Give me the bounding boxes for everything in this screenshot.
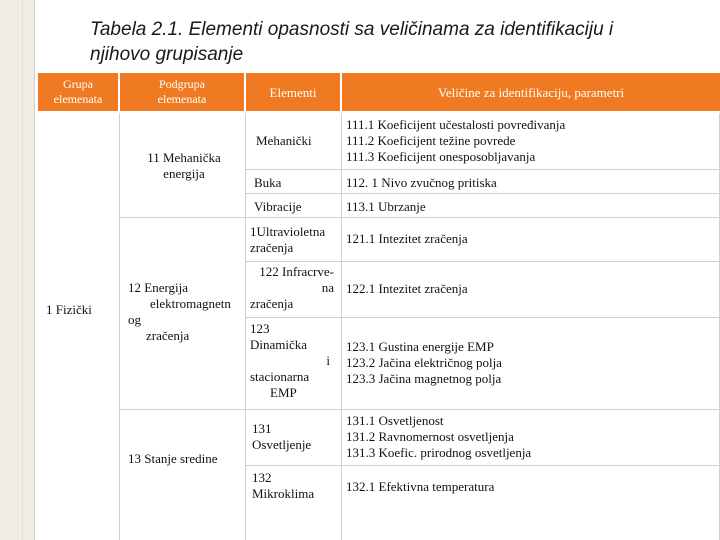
- grid-line: [246, 261, 720, 262]
- params-vibracije: 113.1 Ubrzanje: [346, 199, 426, 214]
- sidebar-stripe: [22, 0, 23, 540]
- params-uv: 121.1 Intezitet zračenja: [346, 231, 468, 246]
- element-uv: 1Ultravioletna zračenja: [250, 224, 326, 255]
- page-title: [90, 17, 710, 67]
- params-osvetljenje: 131.1 Osvetljenost 131.2 Ravnomernost osvetljenja 131.3 Koefic. prirodnog osvetljenja: [346, 413, 532, 460]
- params-mikroklima: 132.1 Efektivna temperatura: [346, 479, 495, 494]
- header-subgroup: Podgrupa elemenata: [120, 73, 244, 111]
- subgroup-12: 12 Energija elektromagnetn og zračenja: [128, 280, 231, 343]
- grid-line: [246, 193, 720, 194]
- grid-line: [246, 169, 720, 170]
- grid-line: [341, 113, 342, 540]
- params-mehanicki: 111.1 Koeficijent učestalosti povređivanja 111.2 Koeficijent težine povrede 111.3 Koeficijent onesposobljavanja: [346, 117, 566, 164]
- element-buka: Buka: [254, 175, 282, 190]
- element-osvetljenje: 131 Osvetljenje: [252, 421, 312, 452]
- element-ir: 122 Infracrve- na zračenja: [250, 264, 334, 311]
- title-line-1: Tabela 2.1. Elementi opasnosti sa veličinama za identifikaciju i: [90, 19, 614, 40]
- slide-sidebar-decoration: [0, 0, 35, 540]
- params-emp: 123.1 Gustina energije EMP 123.2 Jačina električnog polja 123.3 Jačina magnetnog polja: [346, 339, 502, 386]
- hazard-elements-table: [38, 73, 720, 540]
- element-emp: 123 Dinamička i stacionarna EMP: [250, 321, 330, 400]
- header-elements: Elementi: [246, 73, 340, 111]
- grid-line: [119, 113, 120, 540]
- header-group: Grupa elemenata: [38, 73, 118, 111]
- subgroup-11: 11 Mehanička energija: [147, 150, 221, 181]
- title-line-2: njihovo grupisanje: [90, 44, 244, 65]
- element-mikroklima: 132 Mikroklima: [252, 470, 315, 501]
- element-mehanicki: Mehanički: [256, 133, 312, 148]
- subgroup-13: 13 Stanje sredine: [128, 451, 218, 466]
- grid-line: [246, 317, 720, 318]
- params-ir: 122.1 Intezitet zračenja: [346, 281, 468, 296]
- header-parameters: Veličine za identifikaciju, parametri: [342, 73, 720, 111]
- params-buka: 112. 1 Nivo zvučnog pritiska: [346, 175, 497, 190]
- grid-line: [245, 113, 246, 540]
- element-vibracije: Vibracije: [254, 199, 302, 214]
- group-physical: 1 Fizički: [46, 302, 92, 317]
- grid-line: [246, 465, 720, 466]
- grid-line: [120, 217, 720, 218]
- grid-line: [120, 409, 720, 410]
